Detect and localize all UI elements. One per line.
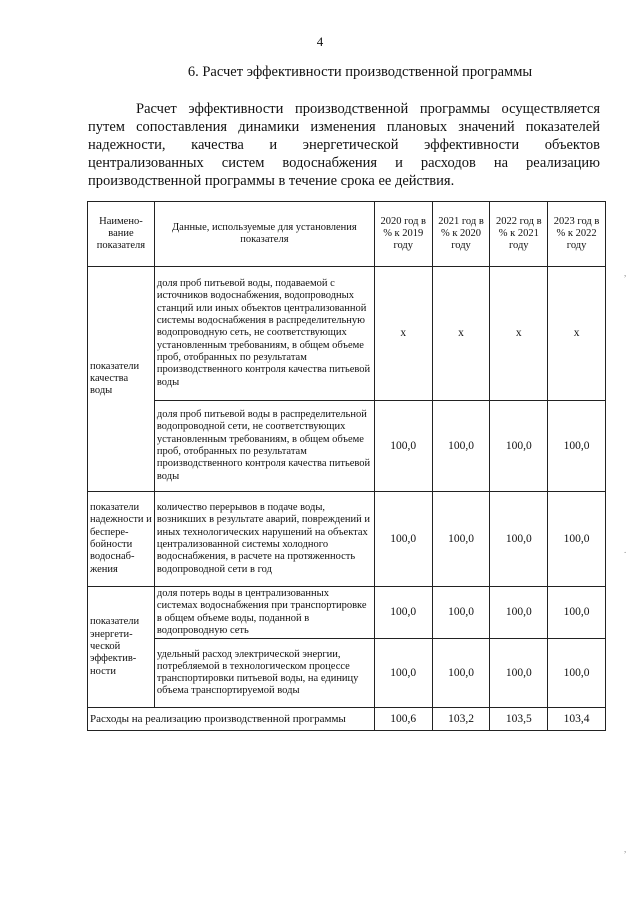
value-2023: 100,0: [548, 639, 606, 708]
value-2022: 100,0: [490, 639, 548, 708]
total-2023: 103,4: [548, 708, 606, 731]
value-2020: 100,0: [374, 639, 432, 708]
row-description: доля проб питьевой воды в распределительной водопроводной сети, не соответствующих установленным требованиям, в общем объеме проб, отобранных по результатам производственного контроля качества питьевой воды: [154, 401, 374, 492]
row-description: доля потерь воды в централизованных системах водоснабжения при транспортировке в общем объеме воды, поданной в водопроводную сеть: [154, 587, 374, 639]
value-2021: x: [432, 267, 490, 401]
value-2023: x: [548, 267, 606, 401]
value-2021: 100,0: [432, 492, 490, 587]
group-quality: показатели качества воды: [88, 267, 155, 492]
value-2020: 100,0: [374, 492, 432, 587]
table-row: [88, 401, 606, 492]
table-row: [88, 267, 606, 401]
value-2022: 100,0: [490, 587, 548, 639]
table-row: [88, 587, 606, 639]
row-description: удельный расход электрической энергии, потребляемой в технологическом процессе транспортировки питьевой воды, на единицу объема транспортируемой воды: [154, 639, 374, 708]
value-2023: 100,0: [548, 587, 606, 639]
value-2022: 100,0: [490, 401, 548, 492]
value-2022: x: [490, 267, 548, 401]
value-2021: 100,0: [432, 587, 490, 639]
total-label: Расходы на реализацию производственной программы: [88, 708, 375, 731]
efficiency-table: [87, 201, 606, 731]
group-reliability: показатели надежности и беспере-бойности водоснаб-жения: [88, 492, 155, 587]
value-2021: 100,0: [432, 639, 490, 708]
value-2021: 100,0: [432, 401, 490, 492]
row-description: доля проб питьевой воды, подаваемой с источников водоснабжения, водопроводных станций или иных объектов централизованной системы водоснабжения в распределительную водопроводную сеть, не соответствующих установленным требованиям, в общем объеме проб, отобранных по результатам производственного контроля качества питьевой воды: [154, 267, 374, 401]
section-title: 6. Расчет эффективности производственной программы: [187, 64, 533, 80]
value-2023: 100,0: [548, 492, 606, 587]
value-2023: 100,0: [548, 401, 606, 492]
table-header-row: [88, 202, 606, 267]
header-2022: 2022 год в % к 2021 году: [490, 202, 548, 267]
header-data-used: Данные, используемые для установления показателя: [154, 202, 374, 267]
scan-speck: ,: [624, 268, 627, 278]
header-2023: 2023 год в % к 2022 году: [548, 202, 606, 267]
table-row: [88, 639, 606, 708]
row-description: количество перерывов в подаче воды, возникших в результате аварий, повреждений и иных технологических нарушений на объектах централизованной системы холодного водоснабжения, в расчете на протяженность водопроводной сети в год: [154, 492, 374, 587]
table-row: [88, 492, 606, 587]
header-2021: 2021 год в % к 2020 году: [432, 202, 490, 267]
value-2020: x: [374, 267, 432, 401]
value-2020: 100,0: [374, 587, 432, 639]
group-energy: показатели энергети-ческой эффектив-ности: [88, 587, 155, 708]
header-2020: 2020 год в % к 2019 году: [374, 202, 432, 267]
scan-speck: ,: [624, 844, 627, 854]
total-2022: 103,5: [490, 708, 548, 731]
intro-paragraph: Расчет эффективности производственной программы осуществляется путем сопоставления динамики изменения плановых значений показателей надежности, качества и энергетической эффективности объектов централизованных систем водоснабжения и расходов на реализацию производственной программы в течение срока ее действия.: [88, 101, 600, 189]
value-2022: 100,0: [490, 492, 548, 587]
total-2020: 100,6: [374, 708, 432, 731]
scan-speck: .: [624, 545, 627, 555]
header-indicator-name: Наимено-вание показателя: [88, 202, 155, 267]
value-2020: 100,0: [374, 401, 432, 492]
total-2021: 103,2: [432, 708, 490, 731]
page-number: 4: [316, 34, 324, 49]
total-row: [88, 708, 606, 731]
